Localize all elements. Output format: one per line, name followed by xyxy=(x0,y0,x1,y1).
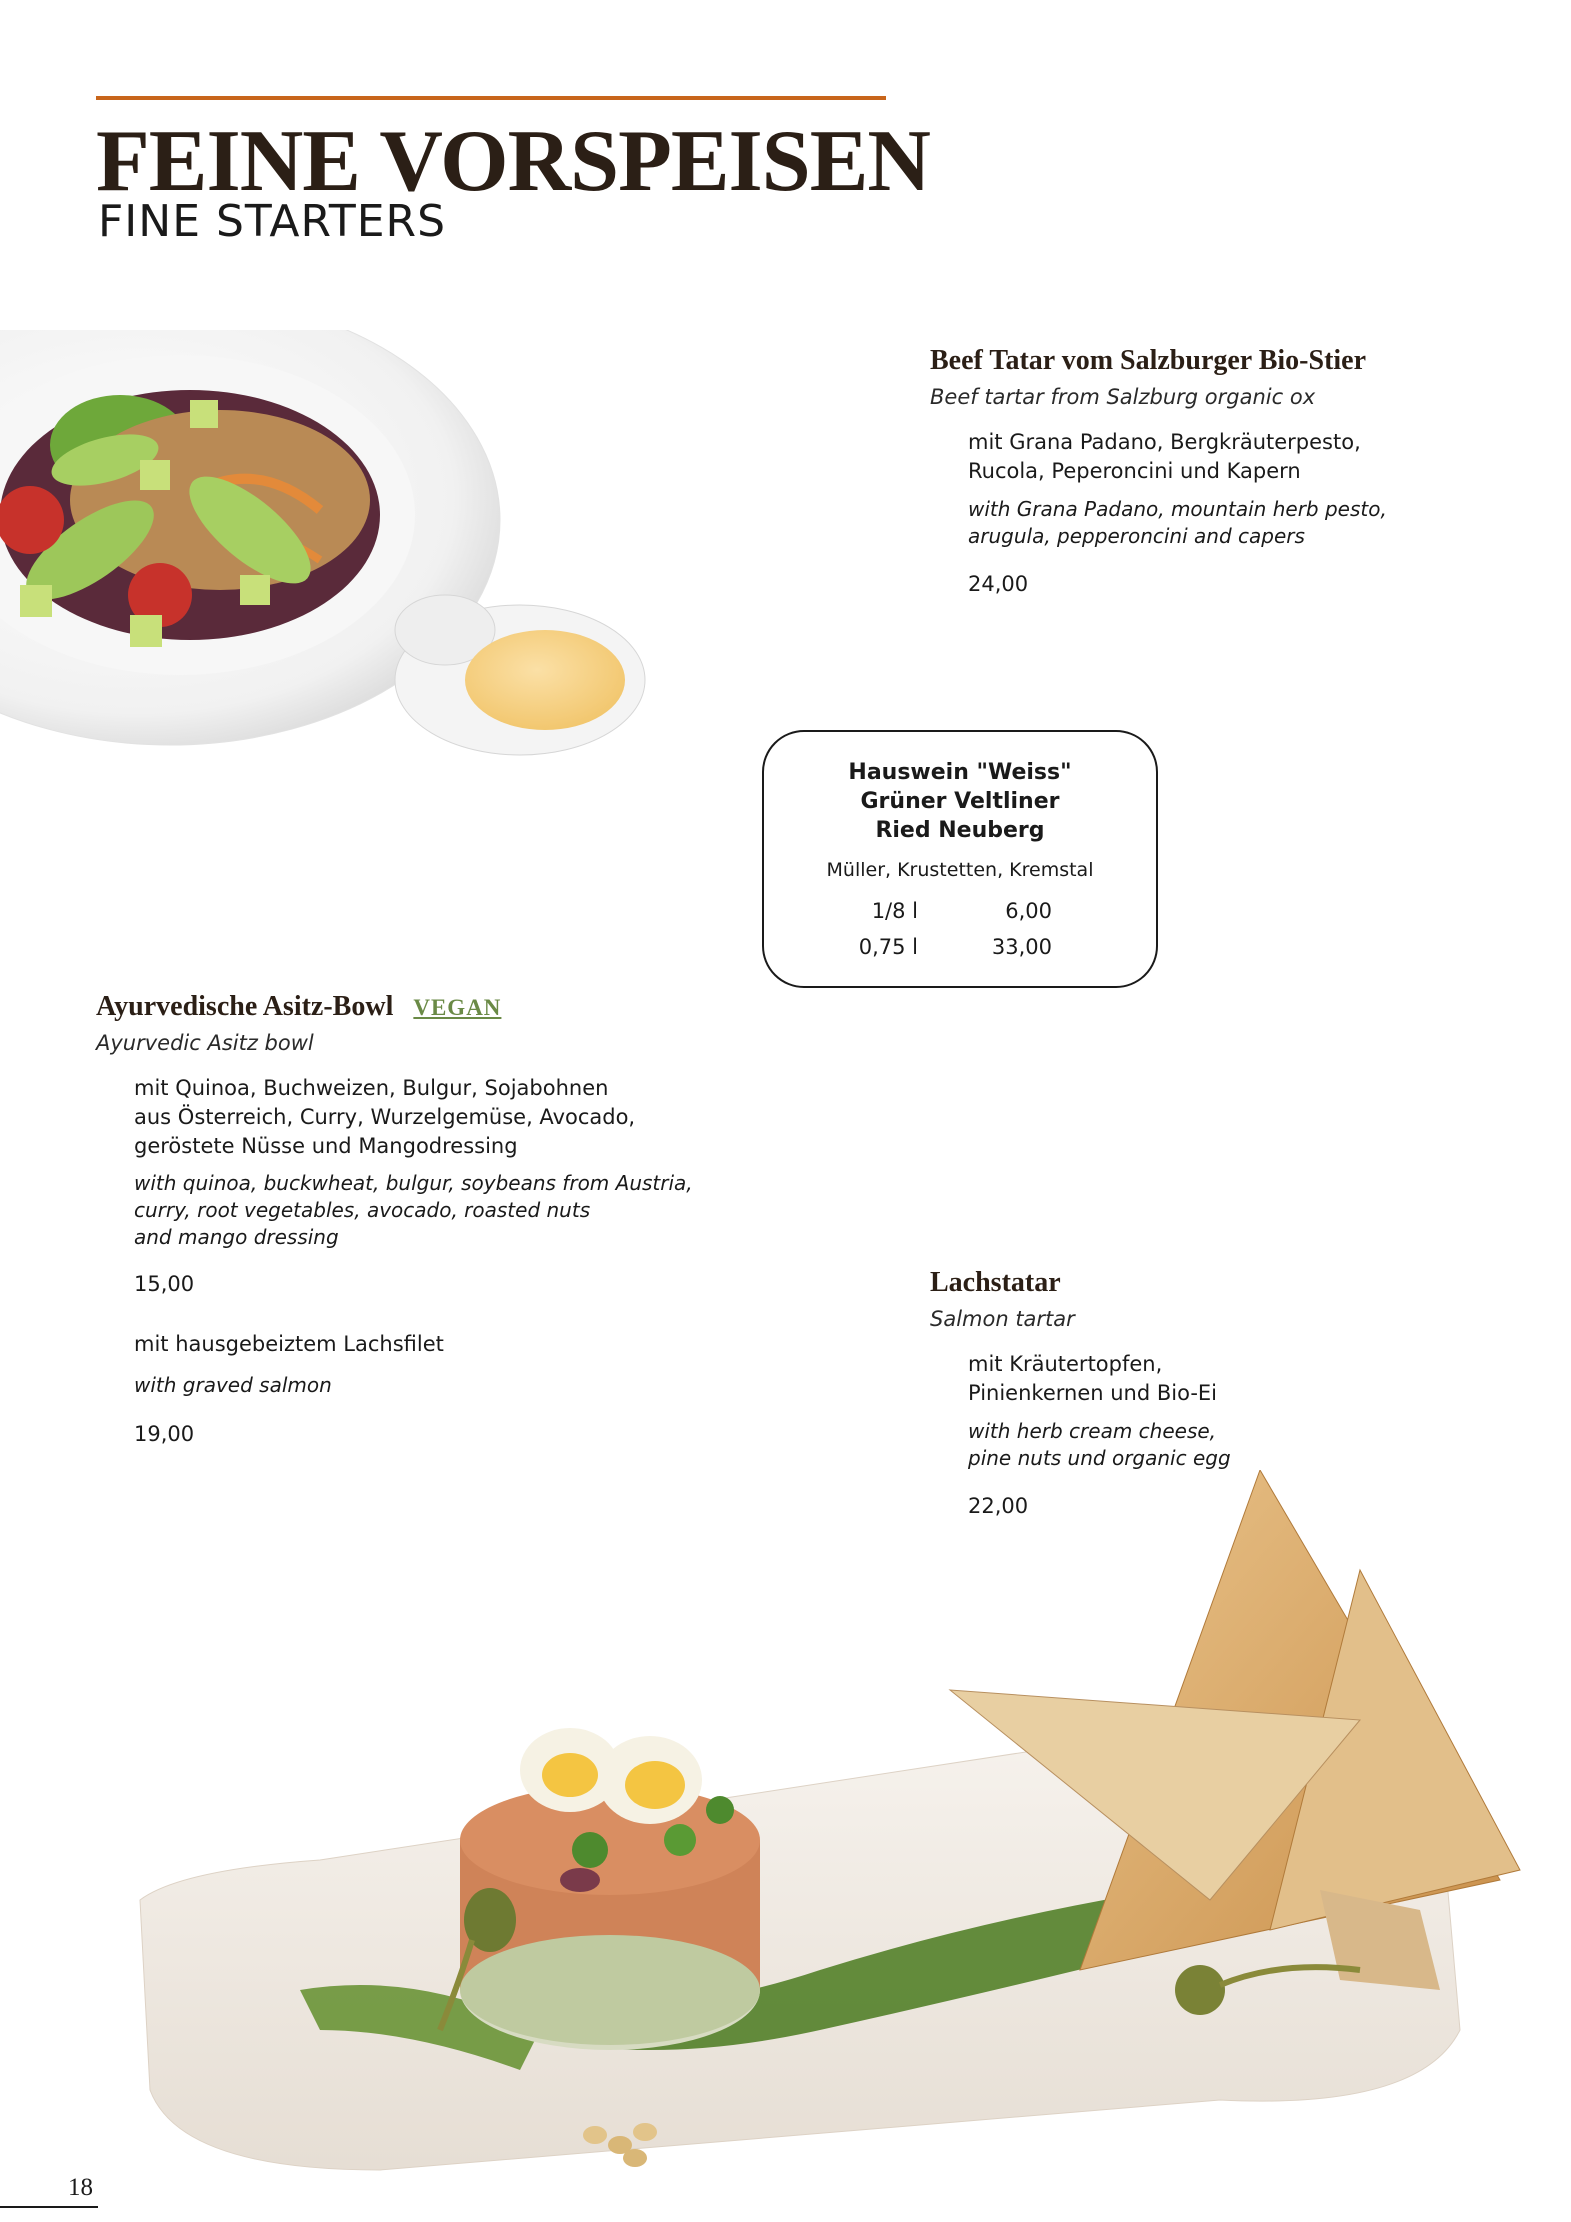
wine-price-row xyxy=(764,929,1156,965)
description-line: with herb cream cheese, xyxy=(968,1419,1217,1443)
dish-name-en: Beef tartar from Salzburg organic ox xyxy=(930,385,1316,409)
dish-description-en xyxy=(968,1418,1231,1472)
description-line: curry, root vegetables, avocado, roasted nuts xyxy=(134,1198,591,1222)
vegan-badge: VEGAN xyxy=(413,995,502,1020)
dish-description-en xyxy=(134,1170,693,1251)
dish-description-de xyxy=(968,1350,1217,1408)
dish-name: Lachstatar xyxy=(930,1267,1061,1298)
description-line: with quinoa, buckwheat, bulgur, soybeans from Austria, xyxy=(134,1171,693,1195)
wine-producer: Müller, Krustetten, Kremstal xyxy=(826,859,1094,881)
description-line: arugula, pepperoncini and capers xyxy=(968,524,1305,548)
page-subtitle: FINE STARTERS xyxy=(98,196,447,247)
wine-title-line: Hauswein "Weiss" xyxy=(848,760,1072,785)
dish-name-en: Salmon tartar xyxy=(930,1307,1075,1331)
wine-title-line: Ried Neuberg xyxy=(875,818,1045,843)
description-line: mit Grana Padano, Bergkräuterpesto, xyxy=(968,430,1361,454)
description-line: geröstete Nüsse und Mangodressing xyxy=(134,1134,518,1158)
addon-price: 19,00 xyxy=(134,1422,195,1446)
dish-name: Ayurvedische Asitz-Bowl xyxy=(96,991,394,1022)
page-title: FEINE VORSPEISEN xyxy=(96,113,930,210)
salad-bowl-photo xyxy=(0,330,670,850)
dish-name-row xyxy=(96,992,501,1023)
dish-name-en: Ayurvedic Asitz bowl xyxy=(96,1031,314,1055)
wine-volume: 1/8 l xyxy=(871,899,918,923)
wine-price-row xyxy=(764,893,1156,929)
wine-title-line: Grüner Veltliner xyxy=(860,789,1060,814)
dish-description-en xyxy=(968,496,1387,550)
wine-price: 6,00 xyxy=(1005,899,1052,923)
dish-description-de xyxy=(968,428,1361,486)
description-line: mit Kräutertopfen, xyxy=(968,1352,1163,1376)
wine-price: 33,00 xyxy=(991,935,1052,959)
footer-rule xyxy=(0,2206,98,2208)
dish-price: 22,00 xyxy=(968,1494,1029,1518)
description-line: Pinienkernen und Bio-Ei xyxy=(968,1381,1218,1405)
salmon-tartar-photo xyxy=(120,1470,1560,2190)
accent-rule xyxy=(96,96,886,100)
description-line: mit Quinoa, Buchweizen, Bulgur, Sojabohnen xyxy=(134,1076,609,1100)
description-line: and mango dressing xyxy=(134,1225,339,1249)
addon-description-en: with graved salmon xyxy=(134,1373,332,1397)
wine-title xyxy=(764,758,1156,845)
description-line: aus Österreich, Curry, Wurzelgemüse, Avocado, xyxy=(134,1105,636,1129)
dish-description-de xyxy=(134,1074,635,1161)
addon-description-de: mit hausgebeiztem Lachsfilet xyxy=(134,1332,444,1356)
page-number: 18 xyxy=(68,2174,93,2201)
wine-price-list xyxy=(764,893,1156,965)
description-line: Rucola, Peperoncini und Kapern xyxy=(968,459,1301,483)
description-line: pine nuts und organic egg xyxy=(968,1446,1231,1470)
dish-price: 24,00 xyxy=(968,572,1029,596)
dish-price: 15,00 xyxy=(134,1272,195,1296)
description-line: with Grana Padano, mountain herb pesto, xyxy=(968,497,1387,521)
dish-name: Beef Tatar vom Salzburger Bio-Stier xyxy=(930,345,1367,376)
house-wine-box xyxy=(762,730,1158,988)
wine-volume: 0,75 l xyxy=(858,935,918,959)
